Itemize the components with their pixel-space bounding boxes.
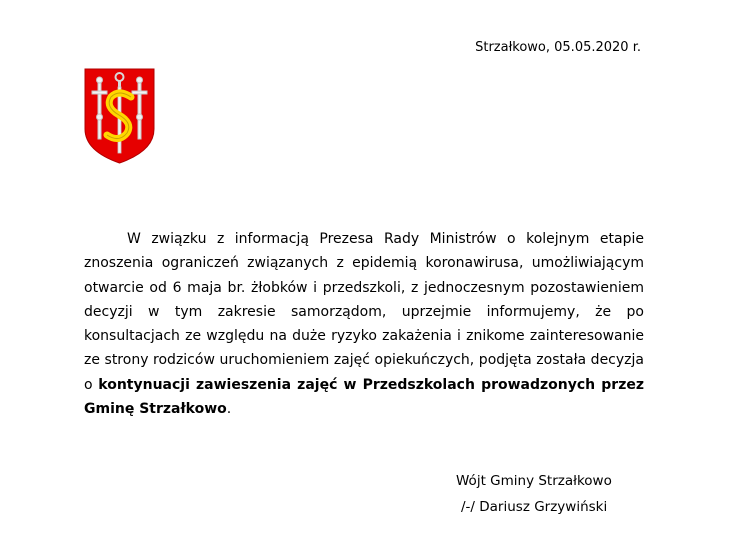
- paragraph-end: .: [226, 401, 232, 418]
- coat-of-arms-icon: [83, 67, 156, 165]
- paragraph-bold-decision: kontynuacji zawieszenia zajęć w Przedszkolach prowadzonych przez Gminę Strzałkowo: [84, 376, 644, 418]
- signature-name: /-/ Dariusz Grzywiński: [461, 499, 608, 515]
- place-date: Strzałkowo, 05.05.2020 r.: [475, 40, 641, 55]
- letter-paragraph: [84, 227, 644, 421]
- letter-body: [84, 227, 644, 421]
- paragraph-intro: W związku z informacją Prezesa Rady Ministrów o kolejnym etapie znoszenia ograniczeń związanych z epidemią koronawirusa, umożliwiającym otwarcie od 6 maja br. żłobków i przedszkoli, z jednoczesnym pozostawieniem decyzji w tym zakresie samorządom, uprzejmie informujemy, że po konsultacjach ze względu na duże ryzyko zakażenia i znikome zainteresowanie ze strony rodziców uruchomieniem zajęć opiekuńczych, podjęta została decyzja o: [84, 231, 644, 393]
- signature-title: Wójt Gminy Strzałkowo: [456, 473, 612, 489]
- signature-block: [456, 468, 612, 520]
